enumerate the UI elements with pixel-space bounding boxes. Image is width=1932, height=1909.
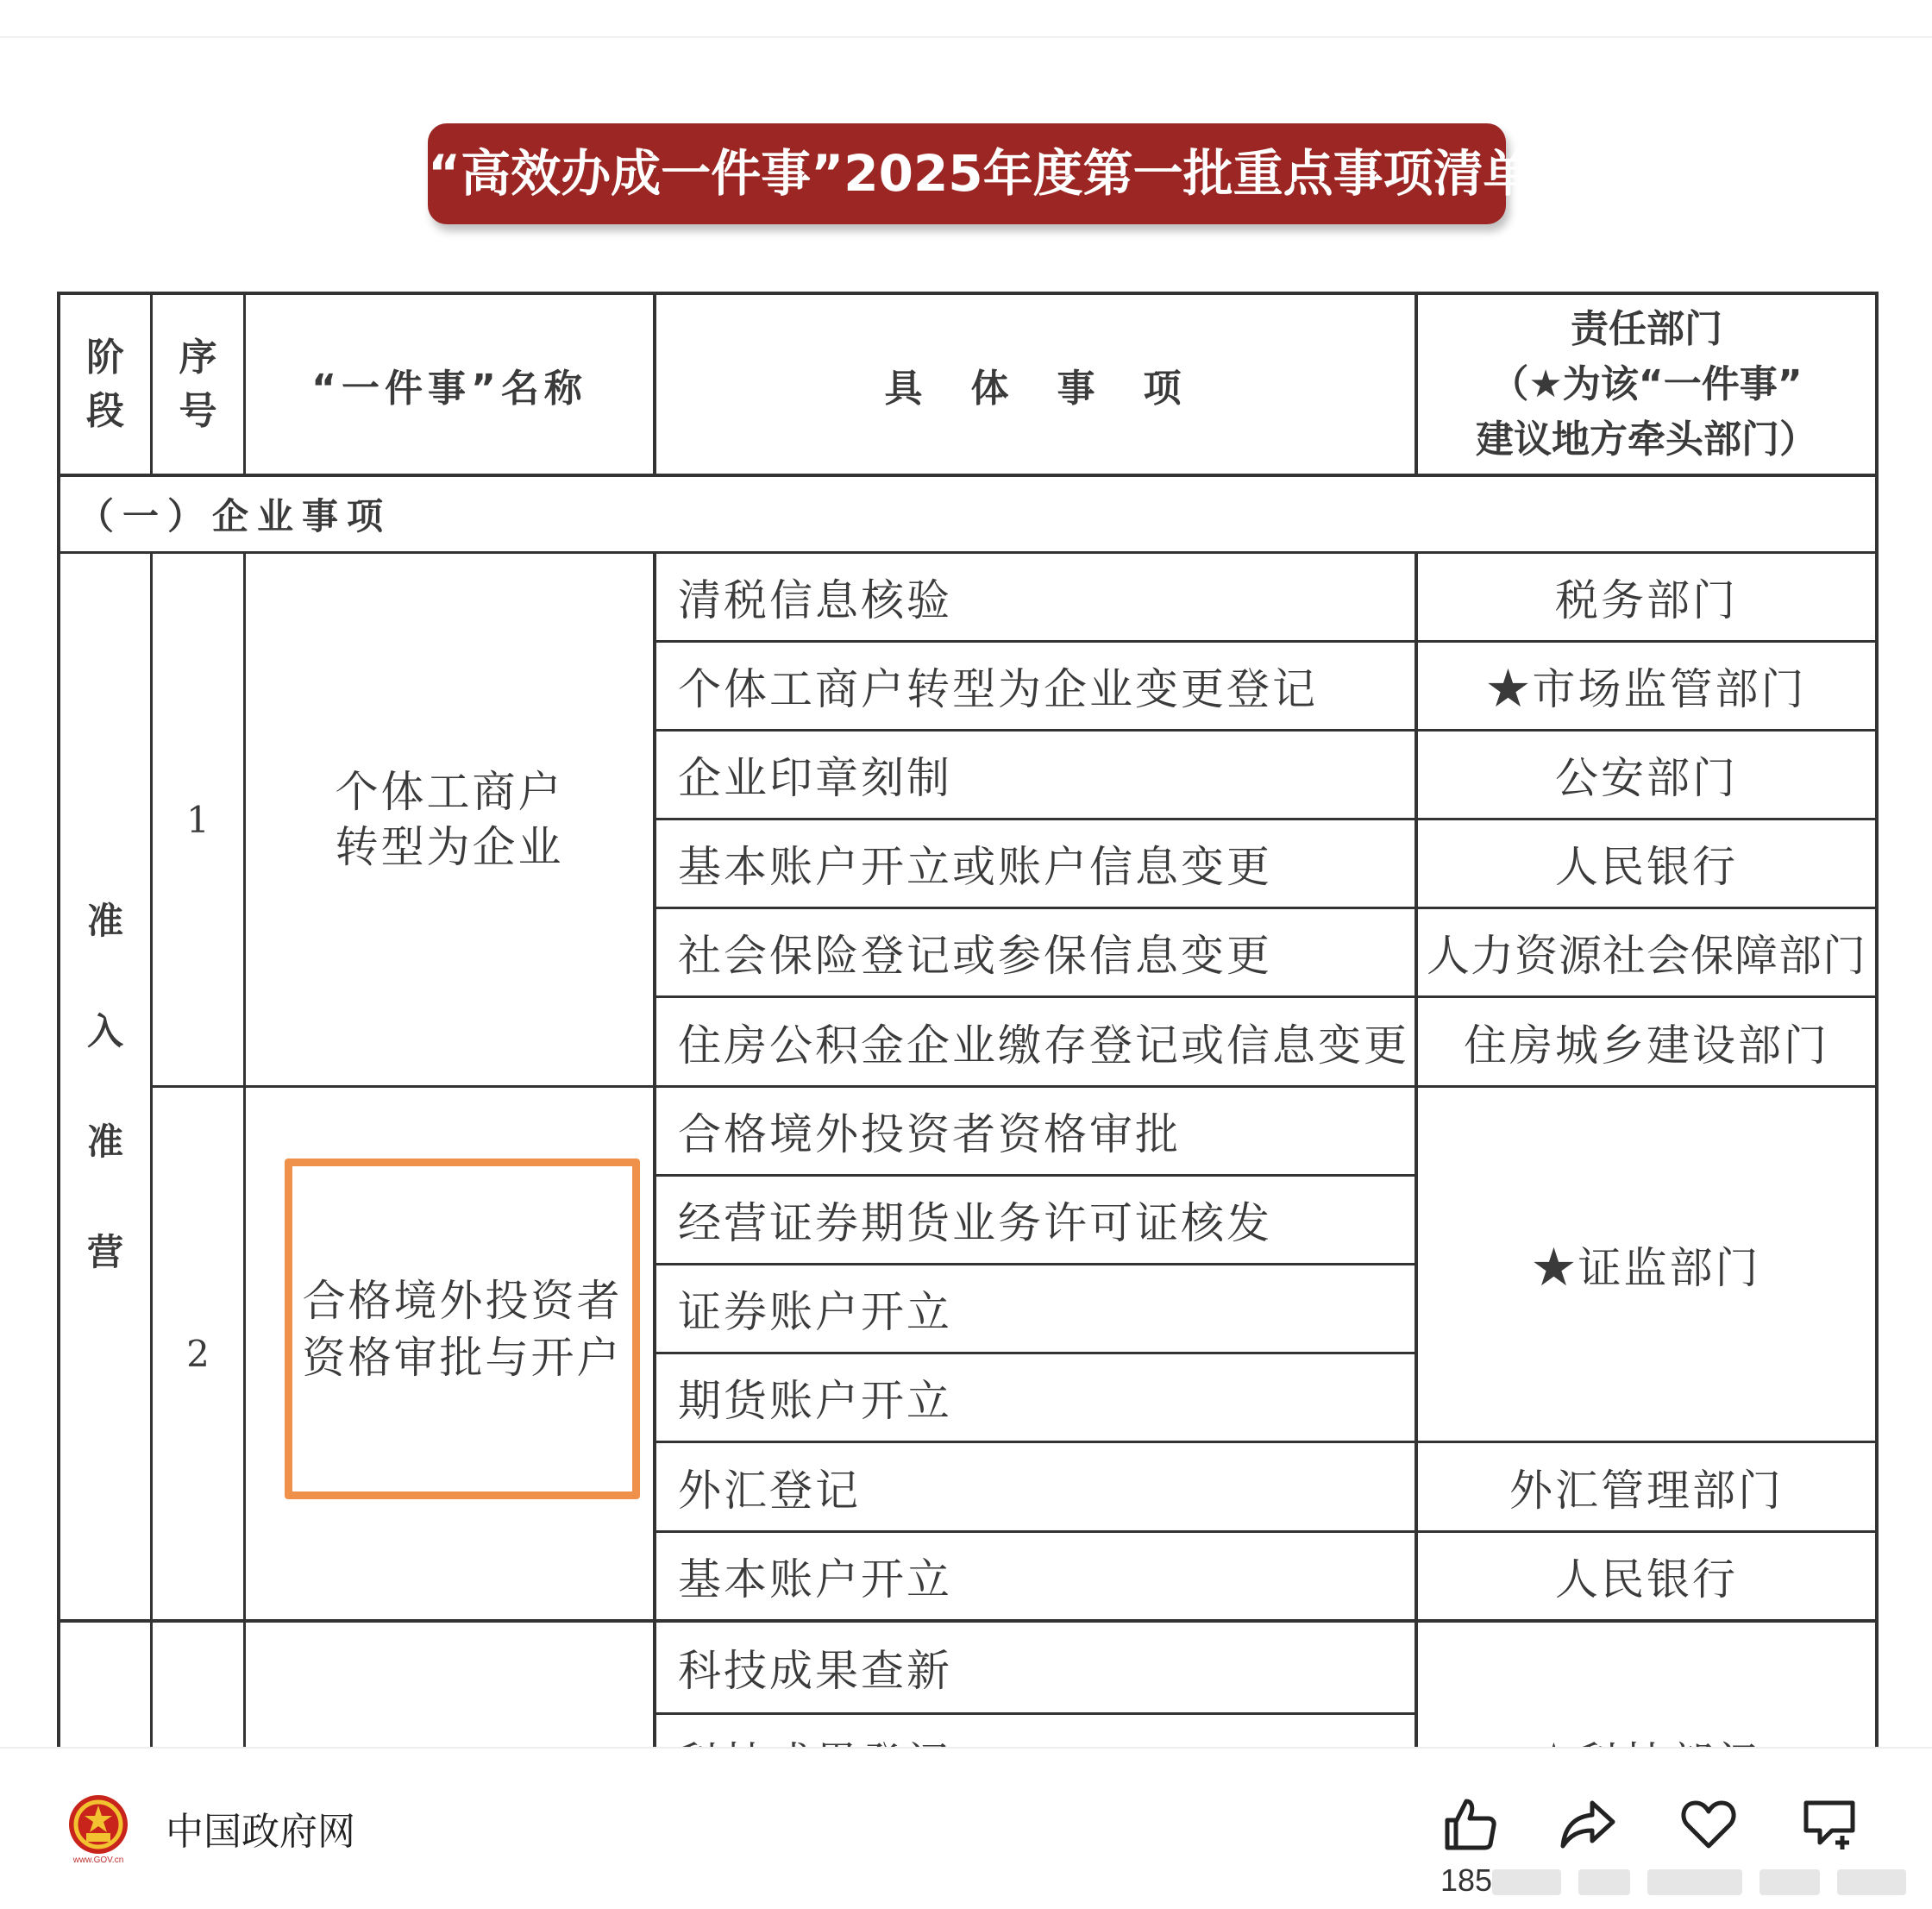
item-row: 科技成果查新: [678, 1646, 952, 1696]
group-1-seq: 1: [186, 798, 210, 841]
dept-cell: 公安部门: [1555, 753, 1738, 803]
national-emblem-icon[interactable]: [67, 1793, 129, 1856]
dept-cell: 人民银行: [1555, 1554, 1738, 1604]
heart-icon[interactable]: [1680, 1796, 1737, 1853]
header-dept-line1: 责任部门: [1571, 306, 1722, 351]
like-count: 185: [1440, 1862, 1493, 1898]
group-2-name: 合格境外投资者 资格审批与开户: [302, 1275, 623, 1383]
dept-cell: 外汇管理部门: [1509, 1465, 1784, 1516]
header-items: 具 体 事 项: [884, 366, 1187, 411]
stage-char-1: 准: [86, 900, 123, 942]
dept-cell: 住房城乡建设部门: [1464, 1020, 1829, 1071]
title-banner: “高效办成一件事”2025年度第一批重点事项清单: [428, 123, 1506, 224]
header-dept-line2: （★为该“一件事”: [1490, 361, 1803, 406]
dept-cell: 人力资源社会保障部门: [1427, 931, 1866, 981]
item-row: 基本账户开立: [678, 1554, 952, 1604]
header-dept: [1418, 295, 1875, 474]
dept-cell: 税务部门: [1555, 575, 1738, 625]
share-icon[interactable]: [1559, 1796, 1616, 1853]
item-row: 企业印章刻制: [678, 753, 952, 803]
header-stage: 阶 段: [86, 335, 124, 433]
item-row: 经营证券期货业务许可证核发: [678, 1198, 1272, 1248]
header-name: “一件事”名称: [311, 366, 587, 411]
group-2-seq: 2: [186, 1332, 210, 1375]
group-1-name: 个体工商户 转型为企业: [335, 767, 564, 872]
item-row: 外汇登记: [678, 1465, 861, 1516]
comment-icon[interactable]: [1801, 1796, 1858, 1853]
stage-char-2: 入: [86, 1010, 123, 1052]
emblem-caption: www.GOV.cn: [72, 1856, 124, 1865]
item-row: 个体工商户转型为企业变更登记: [678, 664, 1318, 714]
item-row: 合格境外投资者资格审批: [678, 1109, 1181, 1159]
dept-cell: ★证监部门: [1532, 1242, 1761, 1293]
item-row: 基本账户开立或账户信息变更: [678, 842, 1272, 892]
item-row: 期货账户开立: [678, 1376, 952, 1426]
stage-char-4: 营: [86, 1231, 123, 1273]
header-dept-line3: 建议地方牵头部门）: [1476, 417, 1817, 462]
source-name[interactable]: 中国政府网: [166, 1810, 355, 1854]
item-row: 住房公积金企业缴存登记或信息变更: [678, 1020, 1409, 1071]
dept-cell: ★市场监管部门: [1486, 664, 1807, 714]
blurred-text: [1492, 1869, 1561, 1895]
section-enterprise: （一）企业事项: [78, 495, 392, 537]
bottom-bar: [0, 1747, 1932, 1909]
header-seq: 序 号: [179, 335, 217, 433]
stage-char-3: 准: [86, 1121, 123, 1163]
highlight-box: [285, 1159, 640, 1499]
item-row: 清税信息核验: [678, 575, 952, 625]
dept-cell: 人民银行: [1555, 842, 1738, 892]
item-row: 社会保险登记或参保信息变更: [678, 931, 1272, 981]
item-row: 证券账户开立: [678, 1287, 952, 1337]
like-icon[interactable]: [1442, 1796, 1499, 1853]
